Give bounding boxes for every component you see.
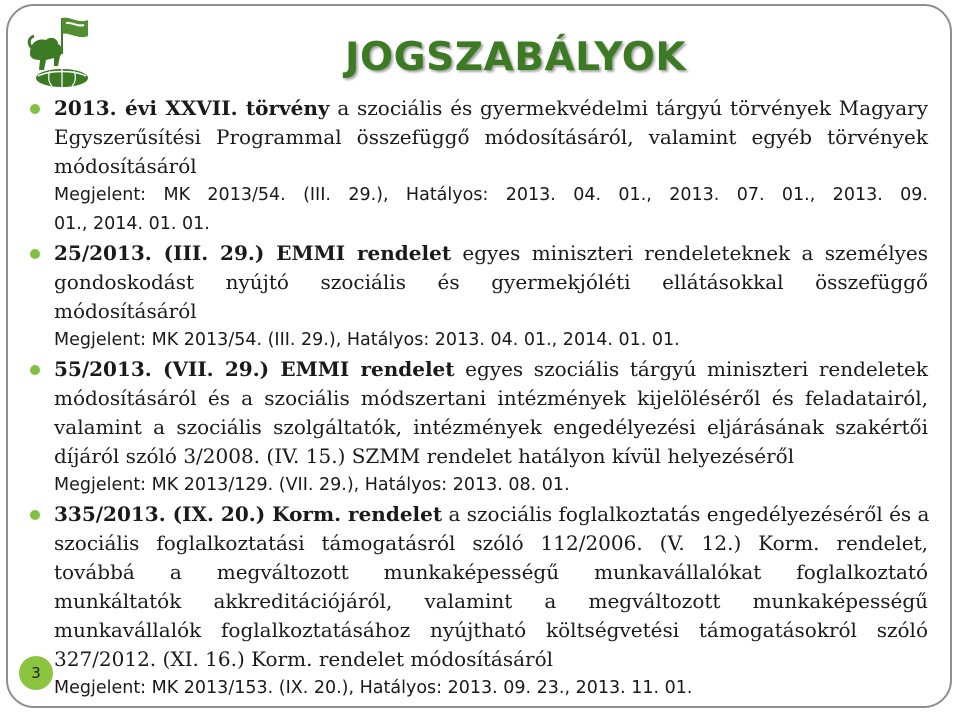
lion-flag-globe-logo bbox=[24, 14, 94, 88]
regulation-name: 55/2013. (VII. 29.) EMMI rendelet bbox=[54, 357, 455, 381]
publication-info: Megjelent: MK 2013/129. (VII. 29.), Hatályos: 2013. 08. 01. bbox=[54, 475, 570, 495]
page-number-badge: 3 bbox=[19, 656, 53, 690]
bullet-icon bbox=[30, 104, 40, 114]
list-item bbox=[54, 355, 928, 500]
list-item bbox=[54, 500, 928, 703]
publication-info: Megjelent: MK 2013/54. (III. 29.), Hatályos: 2013. 04. 01., 2013. 07. 01., 2013. 09. bbox=[54, 185, 928, 205]
item-line: munkáltatók akkreditációjáról, valamint a megváltozott munkaképességű bbox=[54, 589, 928, 613]
item-line: Egyszerűsítési Programmal összefüggő módosításáról, valamint egyéb törvények bbox=[54, 125, 928, 149]
regulation-list bbox=[54, 94, 928, 703]
publication-info: Megjelent: MK 2013/153. (IX. 20.), Hatályos: 2013. 09. 23., 2013. 11. 01. bbox=[54, 678, 693, 698]
list-item bbox=[54, 239, 928, 355]
item-line: díjáról szóló 3/2008. (IV. 15.) SZMM rendelet hatályon kívül helyezéséről bbox=[54, 444, 795, 468]
item-line: továbbá a megváltozott munkaképességű munkavállalókat foglalkoztató bbox=[54, 560, 928, 584]
bullet-icon bbox=[30, 365, 40, 375]
regulation-name: 335/2013. (IX. 20.) Korm. rendelet bbox=[54, 502, 443, 526]
item-line: 25/2013. (III. 29.) EMMI rendelet egyes miniszteri rendeleteknek a személyes bbox=[54, 241, 928, 265]
item-line: munkavállalók foglalkoztatásához nyújtható költségvetési támogatásokról szóló bbox=[54, 618, 928, 642]
item-line: módosításáról bbox=[54, 154, 197, 178]
list-item bbox=[54, 94, 928, 239]
publication-info: 01., 2014. 01. 01. bbox=[54, 214, 210, 234]
item-line: 327/2012. (XI. 16.) Korm. rendelet módosításáról bbox=[54, 647, 554, 671]
page-title: JOGSZABÁLYOK bbox=[345, 35, 687, 80]
item-line: módosításáról bbox=[54, 299, 197, 323]
item-line: módosításáról és a szociális módszertani intézmények kijelöléséről és feladatairól, bbox=[54, 386, 928, 410]
item-line: valamint a szociális szolgáltatók, intézmények engedélyezési eljárásának szakértői bbox=[54, 415, 928, 439]
regulation-name: 2013. évi XXVII. törvény bbox=[54, 96, 330, 120]
item-line: gondoskodást nyújtó szociális és gyermekjóléti ellátásokkal összefüggő bbox=[54, 270, 928, 294]
bullet-icon bbox=[30, 249, 40, 259]
item-line: 55/2013. (VII. 29.) EMMI rendelet egyes szociális tárgyú miniszteri rendeletek bbox=[54, 357, 928, 381]
item-line: 2013. évi XXVII. törvény a szociális és gyermekvédelmi tárgyú törvények Magyary bbox=[54, 96, 929, 120]
item-line: 335/2013. (IX. 20.) Korm. rendelet a szociális foglalkoztatás engedélyezéséről és a bbox=[54, 502, 930, 526]
regulation-name: 25/2013. (III. 29.) EMMI rendelet bbox=[54, 241, 452, 265]
item-line: szociális foglalkoztatási támogatásról szóló 112/2006. (V. 12.) Korm. rendelet, bbox=[54, 531, 928, 555]
bullet-icon bbox=[30, 510, 40, 520]
publication-info: Megjelent: MK 2013/54. (III. 29.), Hatályos: 2013. 04. 01., 2014. 01. 01. bbox=[54, 330, 680, 350]
